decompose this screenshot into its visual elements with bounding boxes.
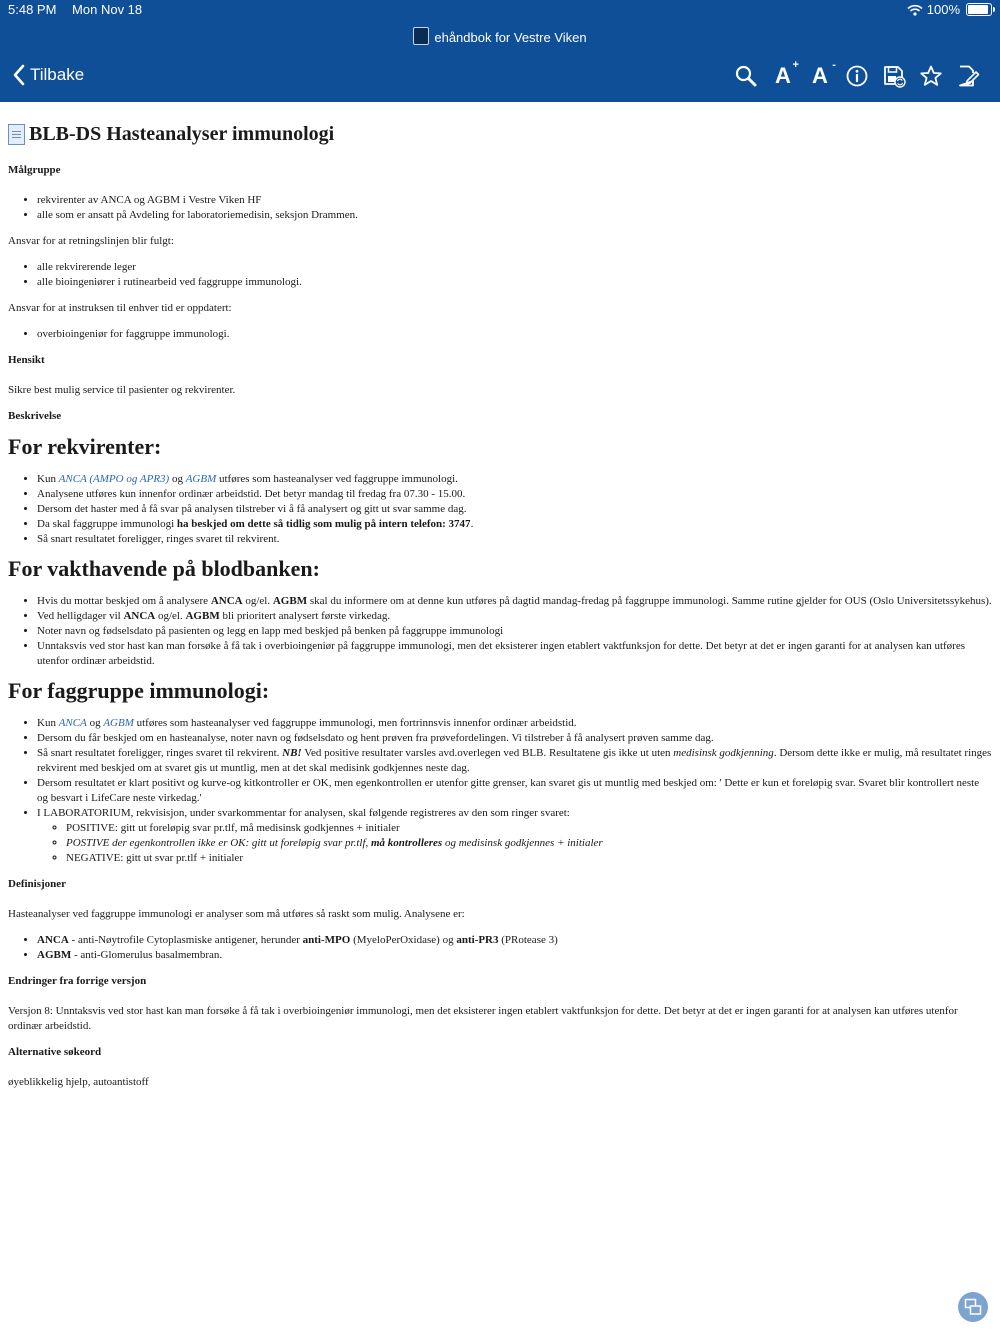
sub-list-item: ◦ POSTIVE der egenkontrollen ikke er OK: gitt ut foreløpig svar pr.tlf, må kontrolleres og medisinsk godkjennes + initialer xyxy=(66,836,992,851)
list-item: • AGBM - anti-Glomerulus basalmembran. xyxy=(37,948,992,963)
decrease-font-button[interactable] xyxy=(808,59,836,89)
heading-for-faggruppe: For faggruppe immunologi: xyxy=(8,678,270,703)
list-item: • Ved helligdager vil ANCA og/el. AGBM bli prioritert analysert første virkedag. xyxy=(37,609,992,624)
paragraph-definisjoner: Hasteanalyser ved faggruppe immunologi er analyser som må utføres så raskt som mulig. Analysene er: xyxy=(8,908,465,920)
list-item: • Dersom resultatet er klart positivt og kurve-og kitkontroller er OK, men egenkontrollen er utenfor gitte grenser, kan svaret gis ut muntlig med beskjed om: ' Dette er kun et foreløpig svar. Svaret blir kontrollert neste og besvart i LifeCare neste virkedag.' xyxy=(37,776,992,806)
sub-list-item: ◦ POSITIVE: gitt ut foreløpig svar pr.tlf, må medisinsk godkjennes + initialer xyxy=(66,821,992,836)
edit-icon xyxy=(956,64,980,88)
list-item: • ANCA - anti-Nøytrofile Cytoplasmiske antigener, herunder anti-MPO (MyeloPerOxidase) og anti-PR3 (PRotease 3) xyxy=(37,933,992,948)
back-button[interactable] xyxy=(12,64,84,86)
sub-list xyxy=(37,821,992,866)
paragraph-hensikt: Sikre best mulig service til pasienter og rekvirenter. xyxy=(8,384,236,396)
heading-alternative-sokeord: Alternative søkeord xyxy=(8,1046,102,1058)
save-offline-button[interactable] xyxy=(882,63,906,89)
save-sync-icon xyxy=(882,64,906,88)
list-rekvirenter xyxy=(8,472,992,547)
list-item: • alle rekvirerende leger xyxy=(37,260,992,275)
heading-hensikt: Hensikt xyxy=(8,354,45,366)
paragraph-ansvar-folge: Ansvar for at retningslinjen blir fulgt: xyxy=(8,235,174,247)
status-date: Mon Nov 18 xyxy=(72,2,143,17)
list-item: • Så snart resultatet foreligger, ringes svaret til rekvirent. xyxy=(37,532,992,547)
back-button-label: Tilbake xyxy=(30,65,85,84)
list-item: • Da skal faggruppe immunologi ha beskjed om dette så tidlig som mulig på intern telefon: 3747. xyxy=(37,517,992,532)
favorite-button[interactable] xyxy=(919,63,943,89)
list-ansvar-oppdatert xyxy=(8,327,992,342)
link-anca[interactable]: ANCA (AMPO og APR3) xyxy=(58,473,170,485)
increase-font-button[interactable] xyxy=(771,59,799,89)
battery-icon xyxy=(966,3,992,16)
heading-endringer: Endringer fra forrige versjon xyxy=(8,975,147,987)
list-item: • alle som er ansatt på Avdeling for laboratoriemedisin, seksjon Drammen. xyxy=(37,208,992,223)
info-button[interactable] xyxy=(845,63,869,89)
list-ansvar-folge xyxy=(8,260,992,290)
list-faggruppe xyxy=(8,716,992,866)
floating-action-button[interactable] xyxy=(958,1292,988,1322)
document-content xyxy=(8,120,992,1101)
chevron-left-icon xyxy=(12,64,26,86)
wifi-icon xyxy=(907,4,923,16)
heading-for-vakthavende: For vakthavende på blodbanken: xyxy=(8,556,320,581)
screen-share-icon xyxy=(964,1298,982,1316)
link-anca[interactable]: ANCA xyxy=(58,717,87,729)
decrease-font-icon: A - xyxy=(812,59,836,88)
list-item: • overbioingeniør for faggruppe immunologi. xyxy=(37,327,992,342)
list-item: • Analysene utføres kun innenfor ordinær arbeidstid. Det betyr mandag til fredag fra 07.30 - 15.00. xyxy=(37,487,992,502)
list-item: • Noter navn og fødselsdato på pasienten og legg en lapp med beskjed på benken på faggruppe immunologi xyxy=(37,624,992,639)
list-item: • Så snart resultatet foreligger, ringes svaret til rekvirent. NB! Ved positive resultater varsles avd.overlegen ved BLB. Resultatene gis ikke ut uten medisinsk godkjenning. Dersom dette ikke er mulig, må resultatet ringes rekvirent med beskjed om at svaret gis ut muntlig, men at det skal medisink godkjennes neste dag. xyxy=(37,746,992,776)
increase-font-icon: A + xyxy=(775,59,799,88)
heading-beskrivelse: Beskrivelse xyxy=(8,410,62,422)
nav-bar xyxy=(0,52,1000,102)
list-blodbanken xyxy=(8,594,992,669)
list-item: • alle bioingeniører i rutinearbeid ved faggruppe immunologi. xyxy=(37,275,992,290)
star-icon xyxy=(919,64,943,88)
edit-note-button[interactable] xyxy=(956,63,980,89)
app-logo-icon xyxy=(413,27,429,45)
search-button[interactable] xyxy=(734,63,758,89)
app-title-bar xyxy=(0,24,1000,52)
list-item: • Dersom det haster med å få svar på analysen tilstreber vi å få analysert og gitt ut svar samme dag. xyxy=(37,502,992,517)
toolbar xyxy=(734,59,980,89)
app-title: ehåndbok for Vestre Viken xyxy=(434,30,587,45)
list-item: • Unntaksvis ved stor hast kan man forsøke å få tak i overbioingeniør på faggruppe immunologi, men det eksisterer ingen etablert vaktfunksjon for dette. Det betyr at det er ingen garanti for at analysen kan utføres utenfor ordinær arbeidstid. xyxy=(37,639,992,669)
link-agbm[interactable]: AGBM xyxy=(103,717,134,729)
status-time: 5:48 PM xyxy=(8,2,57,17)
heading-malgruppe: Målgruppe xyxy=(8,164,61,176)
list-malgruppe xyxy=(8,193,992,223)
list-item: • rekvirenter av ANCA og AGBM i Vestre Viken HF xyxy=(37,193,992,208)
sub-list-item: ◦ NEGATIVE: gitt ut svar pr.tlf + initialer xyxy=(66,851,992,866)
search-icon xyxy=(734,64,758,88)
list-item: • Kun ANCA og AGBM utføres som hasteanalyser ved faggruppe immunologi, men fortrinnsvis innenfor ordinær arbeidstid. xyxy=(37,716,992,731)
heading-for-rekvirenter: For rekvirenter: xyxy=(8,434,162,459)
battery-percent: 100% xyxy=(926,2,960,17)
paragraph-alternative-sokeord: øyeblikkelig hjelp, autoantistoff xyxy=(8,1076,149,1088)
heading-definisjoner: Definisjoner xyxy=(8,878,67,890)
list-item: • Kun ANCA (AMPO og APR3) og AGBM utføres som hasteanalyser ved faggruppe immunologi. xyxy=(37,472,992,487)
list-item: • Dersom du får beskjed om en hasteanalyse, noter navn og fødselsdato og hent prøven fra prøvefordelingen. Vi tilstreber å få analysert prøven samme dag. xyxy=(37,731,992,746)
paragraph-ansvar-oppdatert: Ansvar for at instruksen til enhver tid er oppdatert: xyxy=(8,302,232,314)
list-item: • Hvis du mottar beskjed om å analysere ANCA og/el. AGBM skal du informere om at denne kun utføres på dagtid mandag-fredag på faggruppe immunologi. Samme rutine gjelder for OUS (Oslo Universitetssykehus). xyxy=(37,594,992,609)
list-definisjoner xyxy=(8,933,992,963)
page-title: BLB-DS Hasteanalyser immunologi xyxy=(8,124,992,145)
info-icon xyxy=(845,64,869,88)
list-item: • I LABORATORIUM, rekvisisjon, under svarkommentar for analysen, skal følgende registreres av den som ringer svaret: ◦ POSITIVE: gitt ut foreløpig svar pr.tlf, må medisinsk godkjennes + initialer ◦ POSTIVE der egenkontrollen ikke er OK: gitt ut foreløpig svar pr.tlf, må kontrolleres og medisinsk godkjennes + initialer ◦ NEGATIVE: gitt ut svar pr.tlf + initialer xyxy=(37,806,992,866)
paragraph-endringer: Versjon 8: Unntaksvis ved stor hast kan man forsøke å få tak i overbioingeniør immunologi, men det eksisterer ingen etablert vaktfunksjon for dette. Det betyr at det er ingen garanti for at analysen kan utføres utenfor ordinær arbeidstid. xyxy=(8,1005,958,1032)
status-bar xyxy=(0,0,1000,24)
battery-fill xyxy=(968,5,988,14)
document-icon xyxy=(8,124,25,145)
link-agbm[interactable]: AGBM xyxy=(185,473,217,485)
